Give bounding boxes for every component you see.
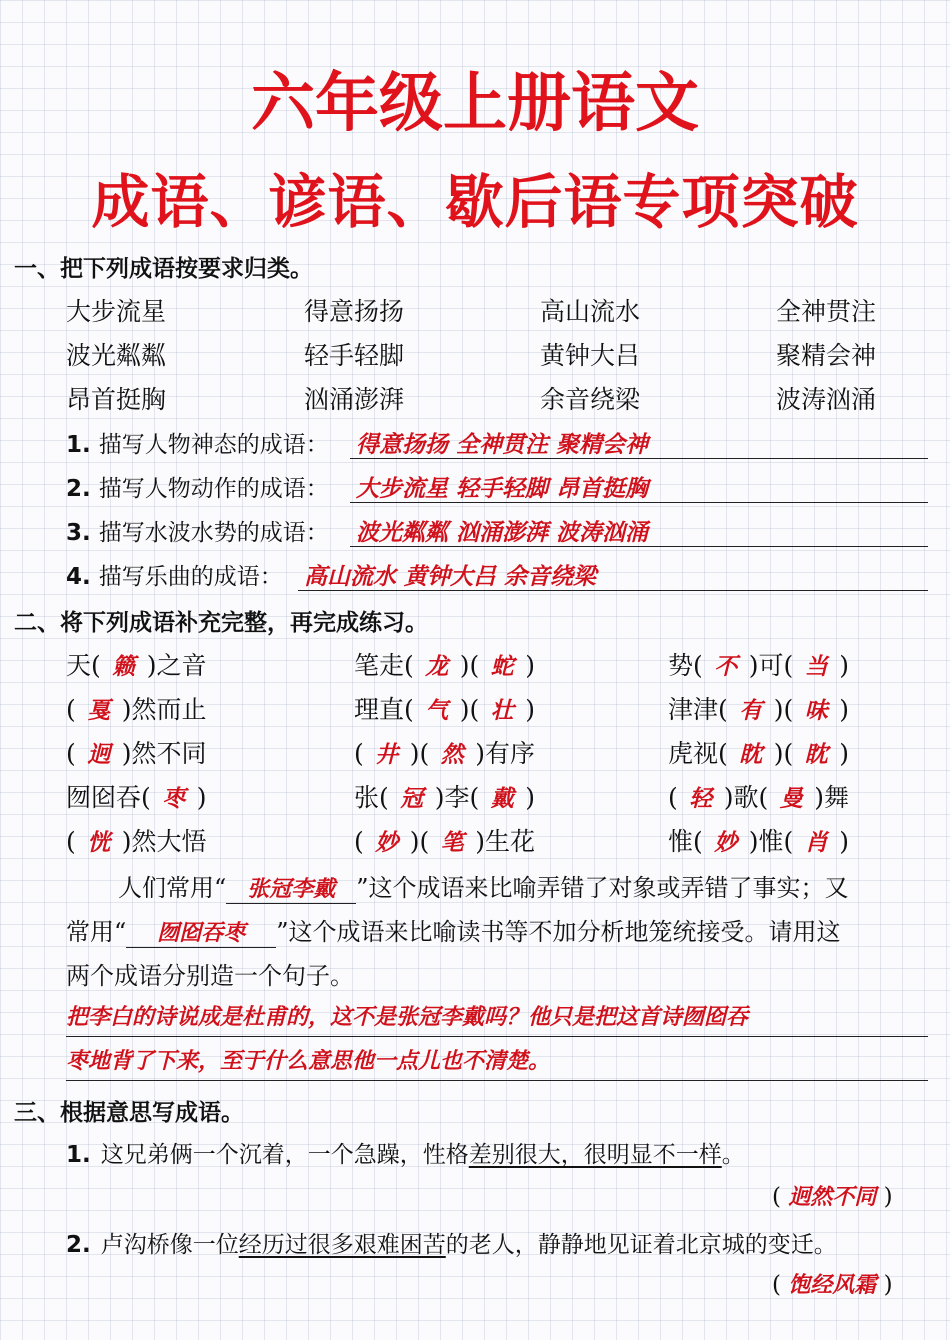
exercise-paragraph: 两个成语分别造一个句子。: [66, 962, 354, 990]
question-label: 1. 描写人物神态的成语：: [66, 432, 329, 458]
idiom-word: 汹涌澎湃: [304, 385, 405, 414]
handwritten-sentence: 枣地背了下来，至于什么意思他一点儿也不清楚。: [66, 1049, 551, 1074]
page-title: 六年级上册语文: [251, 67, 699, 141]
idiom-fill: ( 恍 )然大悟: [66, 827, 207, 856]
handwritten-answer: 高山流水 黄钟大吕 余音绕梁: [304, 564, 597, 590]
question-text: 2. 卢沟桥像一位经历过很多艰难困苦的老人，静静地见证着北京城的变迁。: [66, 1232, 837, 1258]
idiom-fill: 津津( 有 )( 味 ): [668, 695, 850, 724]
idiom-fill: ( 轻 )歌( 曼 )舞: [668, 783, 850, 812]
question-text: 1. 这兄弟俩一个沉着，一个急躁，性格差别很大，很明显不一样。: [66, 1142, 745, 1168]
handwritten-answer: 囫囵吞枣: [157, 921, 246, 946]
idiom-fill: 天( 籁 )之音: [66, 651, 207, 680]
handwritten-answer: 大步流星 轻手轻脚 昂首挺胸: [356, 476, 649, 502]
idiom-fill: ( 迥 )然不同: [66, 739, 207, 768]
question-label: 4. 描写乐曲的成语：: [66, 564, 283, 590]
handwritten-answer: 张冠李戴: [247, 877, 336, 902]
answer-line: [66, 1000, 928, 1037]
idiom-fill: 惟( 妙 )惟( 肖 ): [668, 827, 850, 856]
idiom-fill: ( 妙 )( 笔 )生花: [354, 827, 536, 856]
idiom-word: 轻手轻脚: [304, 341, 405, 370]
page-subtitle: 成语、谚语、歇后语专项突破: [91, 168, 859, 236]
idiom-word: 黄钟大吕: [540, 341, 641, 370]
idiom-fill: 囫囵吞( 枣 ): [66, 783, 207, 812]
idiom-word: 波光粼粼: [66, 341, 167, 370]
question-label: 2. 描写人物动作的成语：: [66, 476, 329, 502]
idiom-fill: 理直( 气 )( 壮 ): [354, 695, 536, 724]
section-3-heading: 三、根据意思写成语。: [14, 1100, 244, 1126]
handwritten-answer: 迥然不同: [788, 1185, 877, 1210]
idiom-word: 余音绕梁: [540, 385, 641, 414]
idiom-word: 全神贯注: [776, 297, 877, 326]
idiom-word: 得意扬扬: [304, 297, 405, 326]
answer-line: [66, 1044, 928, 1081]
idiom-fill: 虎视( 眈 )( 眈 ): [668, 739, 850, 768]
exercise-paragraph: 常用“ 囫囵吞枣 ”这个成语来比喻读书等不加分析地笼统接受。请用这: [66, 918, 841, 946]
idiom-fill: 势( 不 )可( 当 ): [668, 651, 850, 680]
idiom-word: 高山流水: [540, 297, 641, 326]
answer-paren: ( 迥然不同 ): [772, 1184, 893, 1210]
handwritten-sentence: 把李白的诗说成是杜甫的，这不是张冠李戴吗？他只是把这首诗囫囵吞: [66, 1005, 749, 1030]
section-2-heading: 二、将下列成语补充完整，再完成练习。: [14, 610, 428, 636]
idiom-fill: ( 戛 )然而止: [66, 695, 207, 724]
idiom-fill: ( 井 )( 然 )有序: [354, 739, 536, 768]
idiom-word: 聚精会神: [776, 341, 877, 370]
idiom-word: 大步流星: [66, 297, 167, 326]
idiom-fill: 张( 冠 )李( 戴 ): [354, 783, 536, 812]
question-label: 3. 描写水波水势的成语：: [66, 520, 329, 546]
idiom-word: 昂首挺胸: [66, 385, 167, 414]
exercise-paragraph: 人们常用“ 张冠李戴 ”这个成语来比喻弄错了对象或弄错了事实；又: [118, 874, 849, 902]
handwritten-answer: 波光粼粼 汹涌澎湃 波涛汹涌: [356, 520, 649, 546]
handwritten-answer: 得意扬扬 全神贯注 聚精会神: [356, 432, 649, 458]
section-1-heading: 一、把下列成语按要求归类。: [14, 256, 313, 282]
idiom-word: 波涛汹涌: [776, 385, 877, 414]
answer-paren: ( 饱经风霜 ): [772, 1272, 893, 1298]
idiom-fill: 笔走( 龙 )( 蛇 ): [354, 651, 536, 680]
handwritten-answer: 饱经风霜: [788, 1273, 877, 1298]
